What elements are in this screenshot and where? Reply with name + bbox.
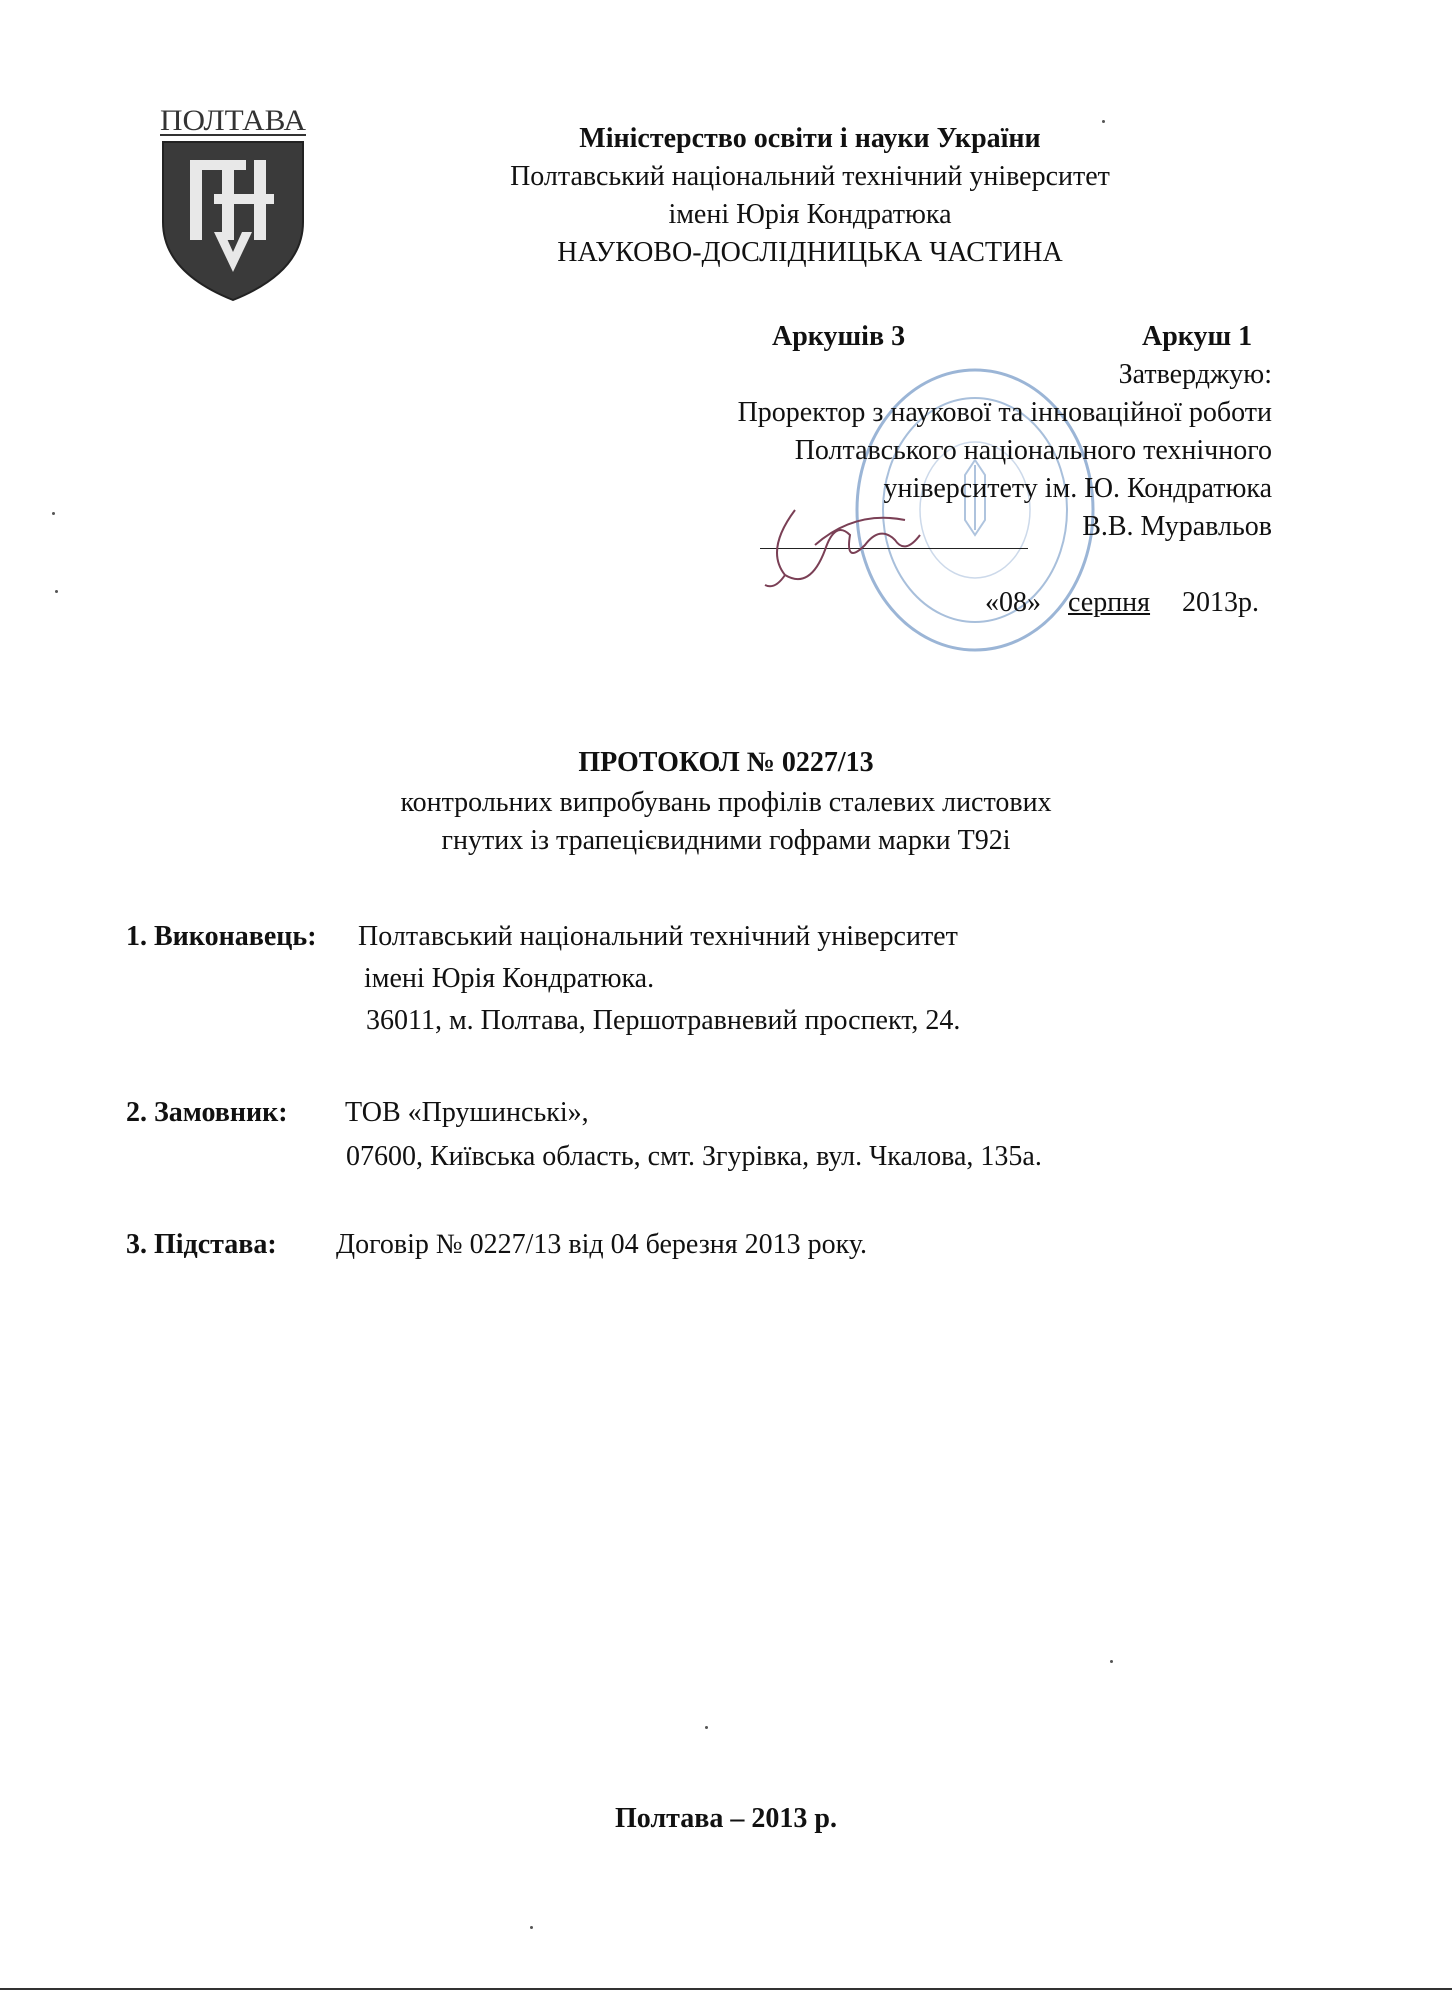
protocol-subtitle-line-2: гнутих із трапецієвидними гофрами марки Т92і (441, 825, 1011, 856)
customer-address: 07600, Київська область, смт. Згурівка, вул. Чкалова, 135а. (346, 1141, 1042, 1172)
protocol-title: ПРОТОКОЛ № 0227/13 (578, 747, 874, 778)
basis-label: 3. Підстава: (126, 1229, 277, 1260)
approver-position-line-1: Проректор з наукової та інноваційної роботи (737, 397, 1272, 428)
scan-speck (55, 590, 58, 593)
university-crest-logo (158, 102, 308, 302)
customer-line-1: ТОВ «Прушинські», (345, 1097, 589, 1128)
executor-line-2: імені Юрія Кондратюка. (364, 963, 655, 994)
approve-label: Затверджую: (1118, 359, 1272, 390)
protocol-subtitle-line-1: контрольних випробувань профілів сталевих листових (400, 787, 1052, 818)
basis-text: Договір № 0227/13 від 04 березня 2013 року. (336, 1229, 868, 1260)
division-name: НАУКОВО-ДОСЛІДНИЦЬКА ЧАСТИНА (557, 237, 1063, 268)
scan-speck (530, 1926, 533, 1929)
approval-date-year: 2013р. (1182, 587, 1259, 618)
scan-edge-rule (0, 1988, 1452, 1990)
approver-name: В.В. Муравльов (1082, 511, 1272, 542)
scan-speck (705, 1726, 708, 1729)
scan-speck (1102, 120, 1105, 123)
university-name: Полтавський національний технічний університет (510, 161, 1110, 192)
approval-date-day: «08» (985, 587, 1041, 618)
logo-text: ПОЛТАВА (160, 104, 307, 137)
sheets-total: Аркушів 3 (772, 321, 906, 352)
executor-address: 36011, м. Полтава, Першотравневий проспект, 24. (366, 1005, 961, 1036)
executor-line-1: Полтавський національний технічний університет (358, 921, 958, 952)
customer-label: 2. Замовник: (126, 1097, 288, 1128)
footer-place-year: Полтава – 2013 р. (615, 1803, 837, 1834)
ministry-title: Міністерство освіти і науки України (579, 123, 1041, 154)
executor-label: 1. Виконавець: (126, 921, 317, 952)
approver-position-line-3: університету ім. Ю. Кондратюка (883, 473, 1272, 504)
approver-position-line-2: Полтавського національного технічного (794, 435, 1272, 466)
handwritten-signature (755, 490, 955, 600)
scan-speck (1110, 1660, 1113, 1663)
sheet-current: Аркуш 1 (1142, 321, 1253, 352)
scan-speck (52, 512, 55, 515)
university-named-after: імені Юрія Кондратюка (668, 199, 952, 230)
approval-date-month: серпня (1068, 587, 1151, 618)
